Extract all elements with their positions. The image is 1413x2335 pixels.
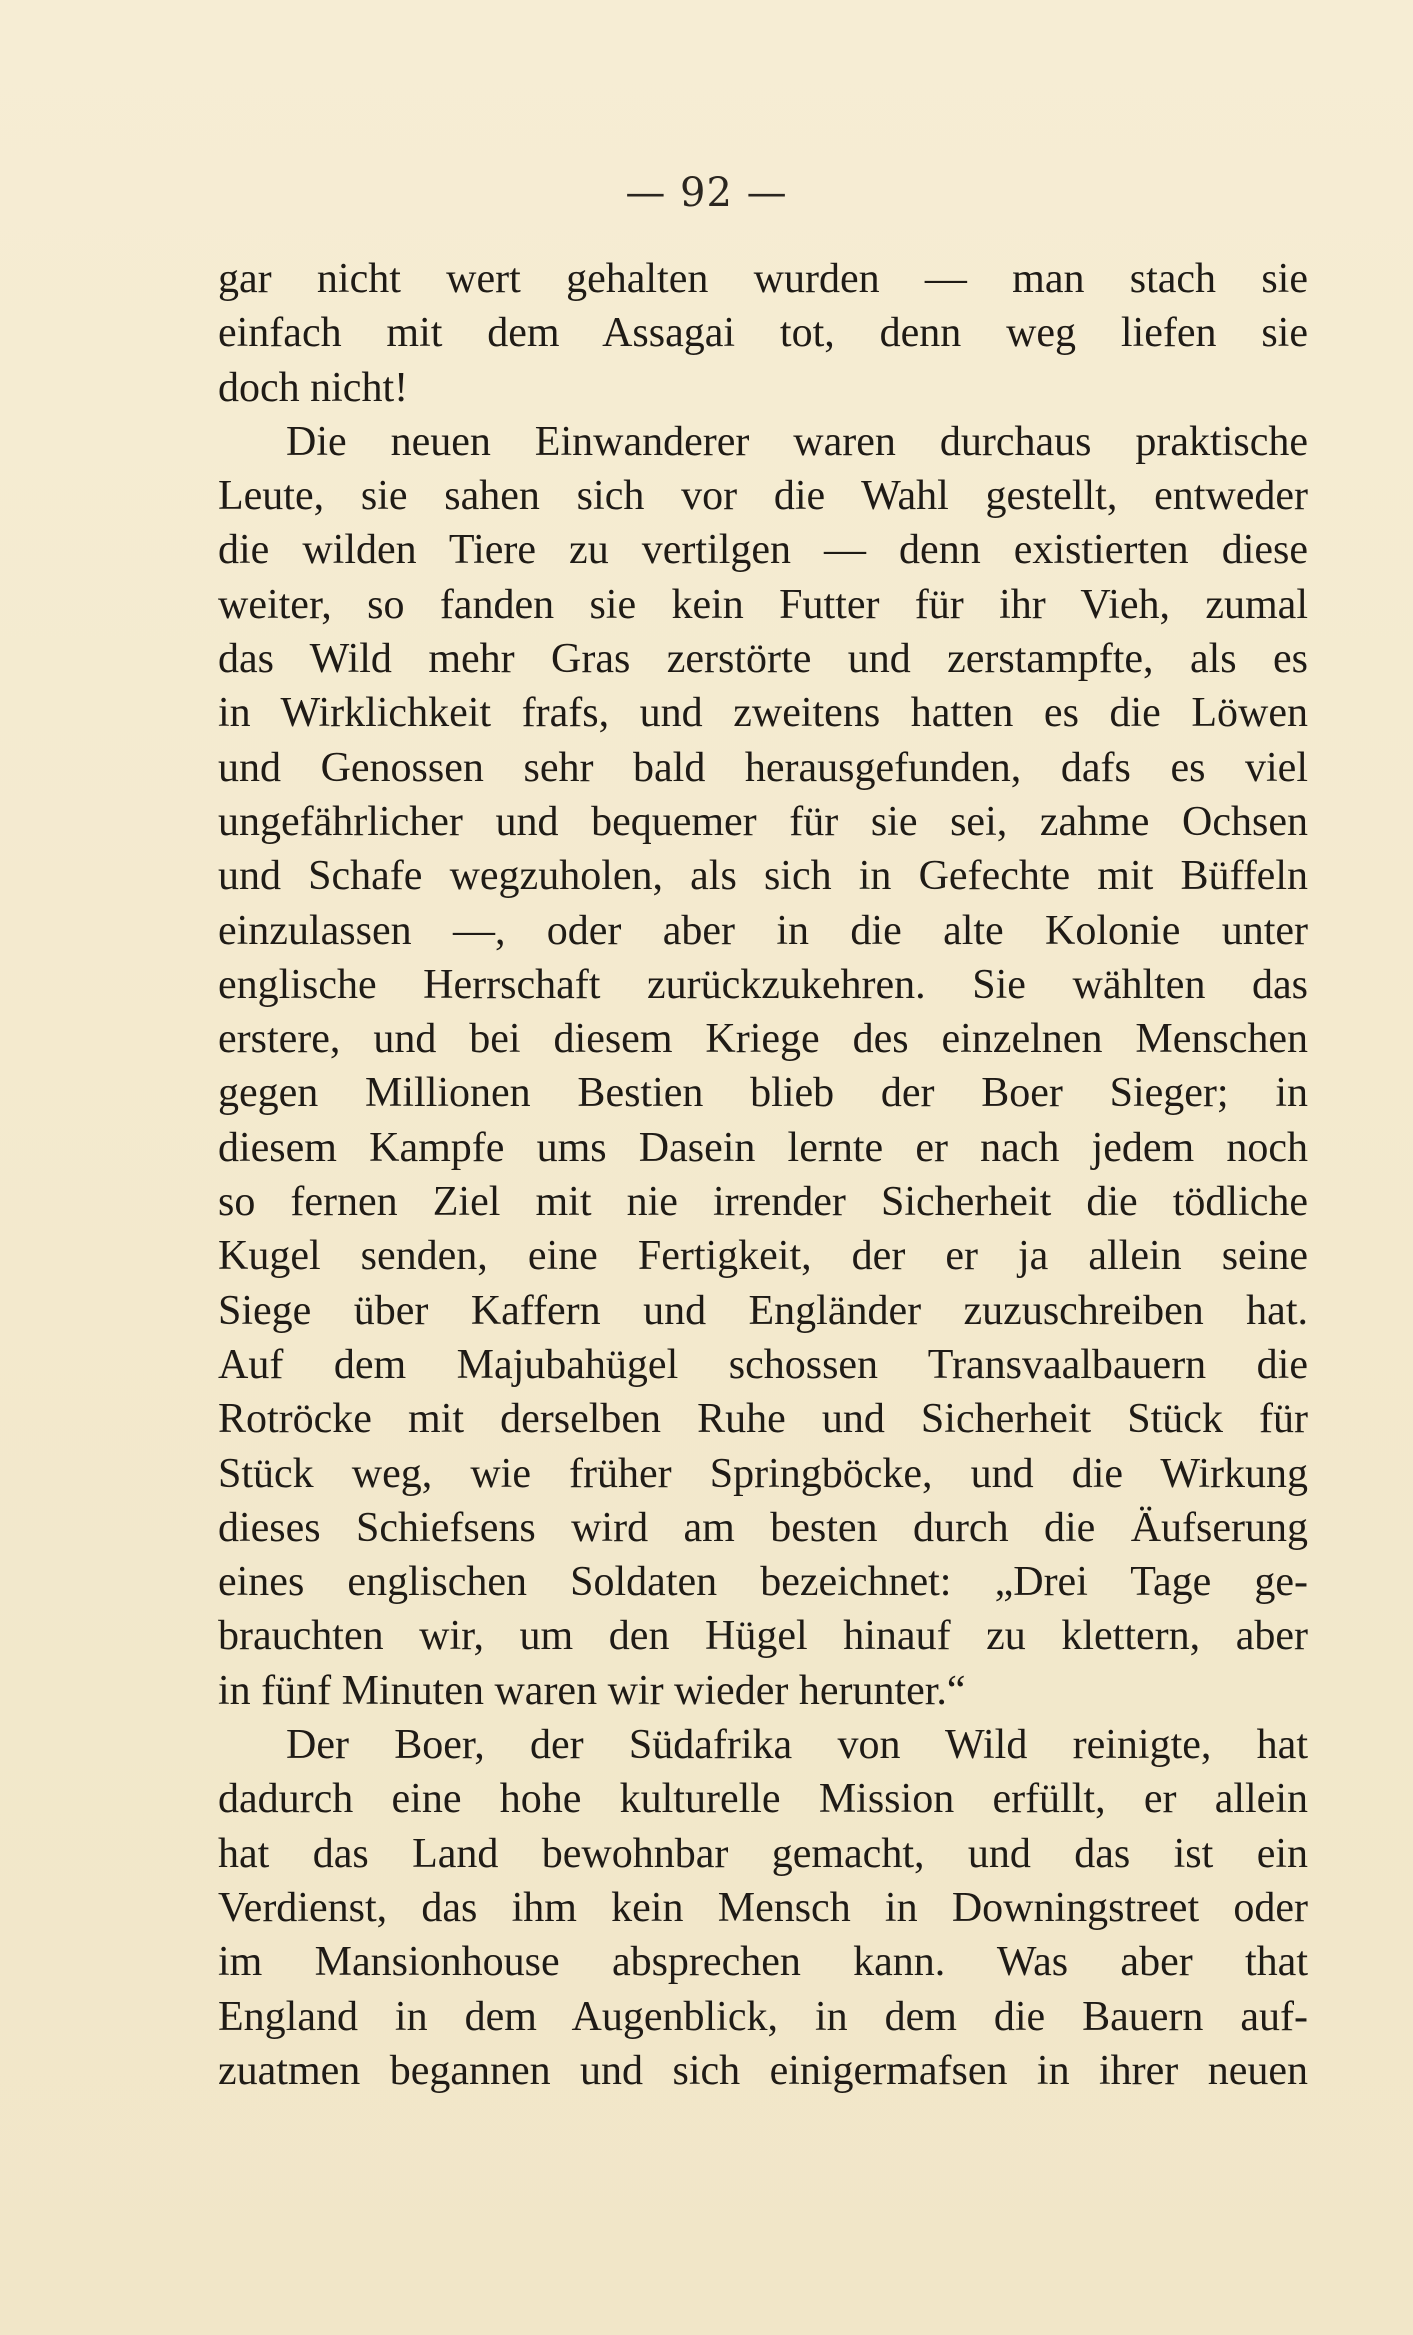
- text-line: Verdienst, das ihm kein Mensch in Downingstreet oder: [218, 1884, 1308, 1931]
- text-line: dieses Schiefsens wird am besten durch die Äufserung: [218, 1504, 1308, 1551]
- text-line: und Genossen sehr bald herausgefunden, dafs es viel: [218, 744, 1308, 791]
- text-line: zuatmen begannen und sich einigermafsen in ihrer neuen: [218, 2047, 1308, 2094]
- text-line: Leute, sie sahen sich vor die Wahl gestellt, entweder: [218, 473, 1308, 520]
- text-line: gegen Millionen Bestien blieb der Boer Sieger; in: [218, 1070, 1308, 1117]
- text-line: dadurch eine hohe kulturelle Mission erfüllt, er allein: [218, 1776, 1308, 1823]
- text-line: brauchten wir, um den Hügel hinauf zu klettern, aber: [218, 1613, 1308, 1660]
- text-line: doch nicht!: [218, 364, 409, 411]
- text-line: England in dem Augenblick, in dem die Bauern auf-: [218, 1993, 1308, 2040]
- text-line: einzulassen —, oder aber in die alte Kolonie unter: [218, 907, 1308, 954]
- text-line: Die neuen Einwanderer waren durchaus praktische: [286, 418, 1308, 465]
- text-line: erstere, und bei diesem Kriege des einzelnen Menschen: [218, 1016, 1308, 1063]
- body-text: [218, 252, 1308, 2098]
- text-line: gar nicht wert gehalten wurden — man stach sie: [218, 256, 1308, 302]
- text-line: eines englischen Soldaten bezeichnet: „Drei Tage ge-: [218, 1559, 1308, 1606]
- text-line: Kugel senden, eine Fertigkeit, der er ja allein seine: [218, 1233, 1308, 1280]
- text-line: und Schafe wegzuholen, als sich in Gefechte mit Büffeln: [218, 853, 1308, 900]
- page-number: — 92 —: [625, 170, 788, 216]
- text-line: hat das Land bewohnbar gemacht, und das ist ein: [218, 1830, 1308, 1877]
- text-line: in fünf Minuten waren wir wieder herunter.“: [218, 1667, 966, 1714]
- text-line: diesem Kampfe ums Dasein lernte er nach jedem noch: [218, 1124, 1308, 1171]
- text-line: Der Boer, der Südafrika von Wild reinigte, hat: [286, 1722, 1308, 1769]
- text-line: ungefährlicher und bequemer für sie sei, zahme Ochsen: [218, 798, 1308, 845]
- text-line: Stück weg, wie früher Springböcke, und die Wirkung: [218, 1450, 1308, 1497]
- text-line: im Mansionhouse absprechen kann. Was aber that: [218, 1939, 1308, 1986]
- text-line: Auf dem Majubahügel schossen Transvaalbauern die: [218, 1341, 1308, 1388]
- text-line: weiter, so fanden sie kein Futter für ihr Vieh, zumal: [218, 581, 1308, 628]
- text-line: die wilden Tiere zu vertilgen — denn existierten diese: [218, 527, 1308, 574]
- text-line: Siege über Kaffern und Engländer zuzuschreiben hat.: [218, 1287, 1308, 1334]
- text-line: Rotröcke mit derselben Ruhe und Sicherheit Stück für: [218, 1396, 1308, 1443]
- text-line: einfach mit dem Assagai tot, denn weg liefen sie: [218, 310, 1308, 357]
- text-line: englische Herrschaft zurückzukehren. Sie wählten das: [218, 961, 1308, 1008]
- text-line: das Wild mehr Gras zerstörte und zerstampfte, als es: [218, 636, 1308, 683]
- text-line: in Wirklichkeit frafs, und zweitens hatten es die Löwen: [218, 690, 1308, 737]
- text-line: so fernen Ziel mit nie irrender Sicherheit die tödliche: [218, 1179, 1308, 1226]
